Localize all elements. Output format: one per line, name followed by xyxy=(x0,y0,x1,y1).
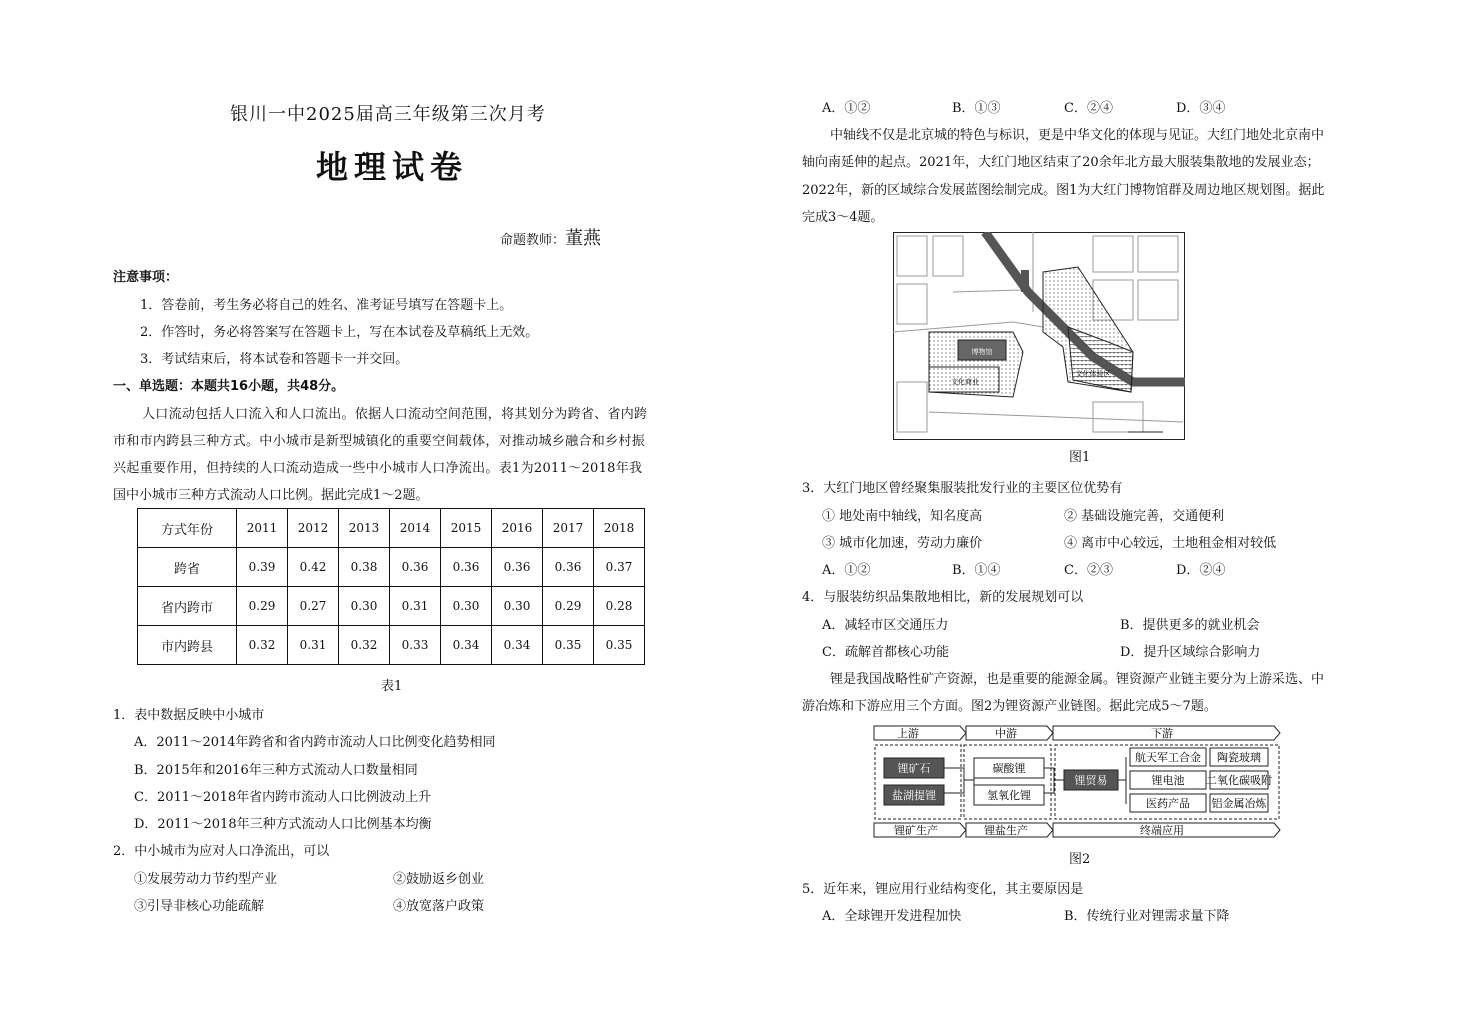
table-header: 2014 xyxy=(390,509,441,548)
planning-map xyxy=(893,232,1185,440)
table-caption: 表1 xyxy=(381,679,403,694)
table-row xyxy=(138,626,645,665)
table-row xyxy=(138,587,645,626)
map-label: 博物馆 xyxy=(971,348,993,356)
stage-label: 终端应用 xyxy=(1140,824,1184,837)
cell: 0.36 xyxy=(441,548,492,587)
option: A．2011～2014年跨省和省内跨市流动人口比例变化趋势相同 xyxy=(134,735,496,750)
option: C．②③ xyxy=(1064,563,1113,578)
map-label: 文化商业 xyxy=(951,378,979,386)
passage-line: 人口流动包括人口流入和人口流出。依据人口流动空间范围，将其划分为跨省、省内跨 xyxy=(142,407,648,422)
cell: 0.30 xyxy=(339,587,390,626)
notice-heading: 注意事项： xyxy=(113,270,179,285)
figure-caption: 图2 xyxy=(1069,852,1091,867)
table-row xyxy=(138,548,645,587)
cell: 0.37 xyxy=(594,548,645,587)
passage-line: 游冶炼和下游应用三个方面。图2为锂资源产业链图。据此完成5～7题。 xyxy=(802,699,1217,714)
stage-label: 上游 xyxy=(897,727,919,740)
option: C．疏解首都核心功能 xyxy=(822,645,949,660)
data-table xyxy=(137,508,645,665)
option: D．提升区域综合影响力 xyxy=(1120,645,1261,660)
cell: 0.36 xyxy=(492,548,543,587)
table-header: 2017 xyxy=(543,509,594,548)
passage-line: 锂是我国战略性矿产资源，也是重要的能源金属。锂资源产业链主要分为上游采选、中 xyxy=(830,672,1325,687)
cell: 0.38 xyxy=(339,548,390,587)
question-stem: 1．表中数据反映中小城市 xyxy=(113,708,265,723)
node-label: 锂矿石 xyxy=(897,762,931,775)
section-heading: 一、单选题：本题共16小题，共48分。 xyxy=(113,379,345,394)
table-header: 2016 xyxy=(492,509,543,548)
table-header: 2018 xyxy=(594,509,645,548)
stage-label: 锂矿生产 xyxy=(894,824,938,837)
node-label: 铝金属冶炼 xyxy=(1211,797,1267,810)
question-stem: 3．大红门地区曾经聚集服装批发行业的主要区位优势有 xyxy=(802,481,1123,496)
option: B．①④ xyxy=(952,563,1001,578)
row-label: 市内跨县 xyxy=(138,626,237,665)
option: D．③④ xyxy=(1176,101,1226,116)
statement: ②鼓励返乡创业 xyxy=(393,872,485,887)
author: 命题教师：董燕 xyxy=(500,228,602,249)
passage-line: 2022年，新的区域综合发展蓝图绘制完成。图1为大红门博物馆群及周边地区规划图。据此 xyxy=(802,183,1325,198)
statement: ④ 离市中心较远，土地租金相对较低 xyxy=(1064,536,1277,551)
cell: 0.30 xyxy=(441,587,492,626)
node-label: 航天军工合金 xyxy=(1135,751,1201,764)
option: B．提供更多的就业机会 xyxy=(1120,618,1260,633)
cell: 0.34 xyxy=(492,626,543,665)
node-label: 医药产品 xyxy=(1146,797,1190,810)
passage-line: 市和市内跨县三种方式。中小城市是新型城镇化的重要空间载体，对推动城乡融合和乡村振 xyxy=(113,434,646,449)
figure-caption: 图1 xyxy=(1069,450,1091,465)
node-label: 锂电池 xyxy=(1151,774,1185,787)
cell: 0.36 xyxy=(543,548,594,587)
table-header: 2012 xyxy=(288,509,339,548)
option: C．②④ xyxy=(1064,101,1113,116)
statement: ③ 城市化加速，劳动力廉价 xyxy=(822,536,983,551)
cell: 0.31 xyxy=(288,626,339,665)
cell: 0.34 xyxy=(441,626,492,665)
table-header: 2015 xyxy=(441,509,492,548)
notice-item: 3．考试结束后，将本试卷和答题卡一并交回。 xyxy=(140,352,409,367)
node-label: 陶瓷玻璃 xyxy=(1217,751,1261,764)
statement: ② 基础设施完善，交通便利 xyxy=(1064,509,1225,524)
option: A．①② xyxy=(822,563,871,578)
cell: 0.39 xyxy=(237,548,288,587)
passage-line: 兴起重要作用，但持续的人口流动造成一些中小城市人口净流出。表1为2011～2018年我 xyxy=(113,461,643,476)
option: A．①② xyxy=(822,101,871,116)
option: B．①③ xyxy=(952,101,1001,116)
option: A．全球锂开发进程加快 xyxy=(822,909,962,924)
stage-label: 锂盐生产 xyxy=(984,824,1028,837)
row-label: 跨省 xyxy=(138,548,237,587)
cell: 0.27 xyxy=(288,587,339,626)
node-label: 锂贸易 xyxy=(1074,774,1108,787)
cell: 0.42 xyxy=(288,548,339,587)
question-stem: 4．与服装纺织品集散地相比，新的发展规划可以 xyxy=(802,590,1084,605)
node-label: 盐湖提锂 xyxy=(892,789,936,802)
cell: 0.29 xyxy=(543,587,594,626)
question-stem: 5．近年来，锂应用行业结构变化，其主要原因是 xyxy=(802,882,1084,897)
cell: 0.35 xyxy=(543,626,594,665)
option: A．减轻市区交通压力 xyxy=(822,618,949,633)
node-label: 二氧化碳吸附 xyxy=(1206,774,1272,787)
option: B．传统行业对锂需求量下降 xyxy=(1064,909,1230,924)
option: D．2011～2018年三种方式流动人口比例基本均衡 xyxy=(134,817,432,832)
industry-chain-diagram xyxy=(872,724,1284,840)
cell: 0.35 xyxy=(594,626,645,665)
passage-line: 国中小城市三种方式流动人口比例。据此完成1～2题。 xyxy=(113,488,429,503)
option: C．2011～2018年省内跨市流动人口比例波动上升 xyxy=(134,790,432,805)
stage-label: 下游 xyxy=(1151,727,1173,740)
option: B．2015年和2016年三种方式流动人口数量相同 xyxy=(134,763,418,778)
passage-line: 完成3～4题。 xyxy=(802,210,884,225)
passage-line: 中轴线不仅是北京城的特色与标识，更是中华文化的体现与见证。大红门地处北京南中 xyxy=(830,128,1325,143)
cell: 0.31 xyxy=(390,587,441,626)
notice-item: 1．答卷前，考生务必将自己的姓名、准考证号填写在答题卡上。 xyxy=(140,298,513,313)
question-stem: 2．中小城市为应对人口净流出，可以 xyxy=(113,844,330,859)
subject-title: 地理试卷 xyxy=(316,148,469,186)
table-header: 2011 xyxy=(237,509,288,548)
cell: 0.32 xyxy=(237,626,288,665)
node-label: 碳酸锂 xyxy=(992,762,1026,775)
cell: 0.33 xyxy=(390,626,441,665)
statement: ④放宽落户政策 xyxy=(393,899,485,914)
cell: 0.32 xyxy=(339,626,390,665)
notice-item: 2．作答时，务必将答案写在答题卡上，写在本试卷及草稿纸上无效。 xyxy=(140,325,539,340)
node-label: 氢氧化锂 xyxy=(987,789,1031,802)
table-header: 2013 xyxy=(339,509,390,548)
cell: 0.29 xyxy=(237,587,288,626)
stage-label: 中游 xyxy=(995,727,1017,740)
map-label: 文化体验区 xyxy=(1075,370,1111,378)
cell: 0.28 xyxy=(594,587,645,626)
statement: ③引导非核心功能疏解 xyxy=(134,899,265,914)
cell: 0.36 xyxy=(390,548,441,587)
table-corner: 方式年份 xyxy=(138,509,237,548)
passage-line: 轴向南延伸的起点。2021年，大红门地区结束了20余年北方最大服装集散地的发展业态； xyxy=(802,155,1320,170)
statement: ① 地处南中轴线，知名度高 xyxy=(822,509,983,524)
school-title: 银川一中2025届高三年级第三次月考 xyxy=(230,104,546,125)
statement: ①发展劳动力节约型产业 xyxy=(134,872,278,887)
option: D．②④ xyxy=(1176,563,1226,578)
row-label: 省内跨市 xyxy=(138,587,237,626)
cell: 0.30 xyxy=(492,587,543,626)
